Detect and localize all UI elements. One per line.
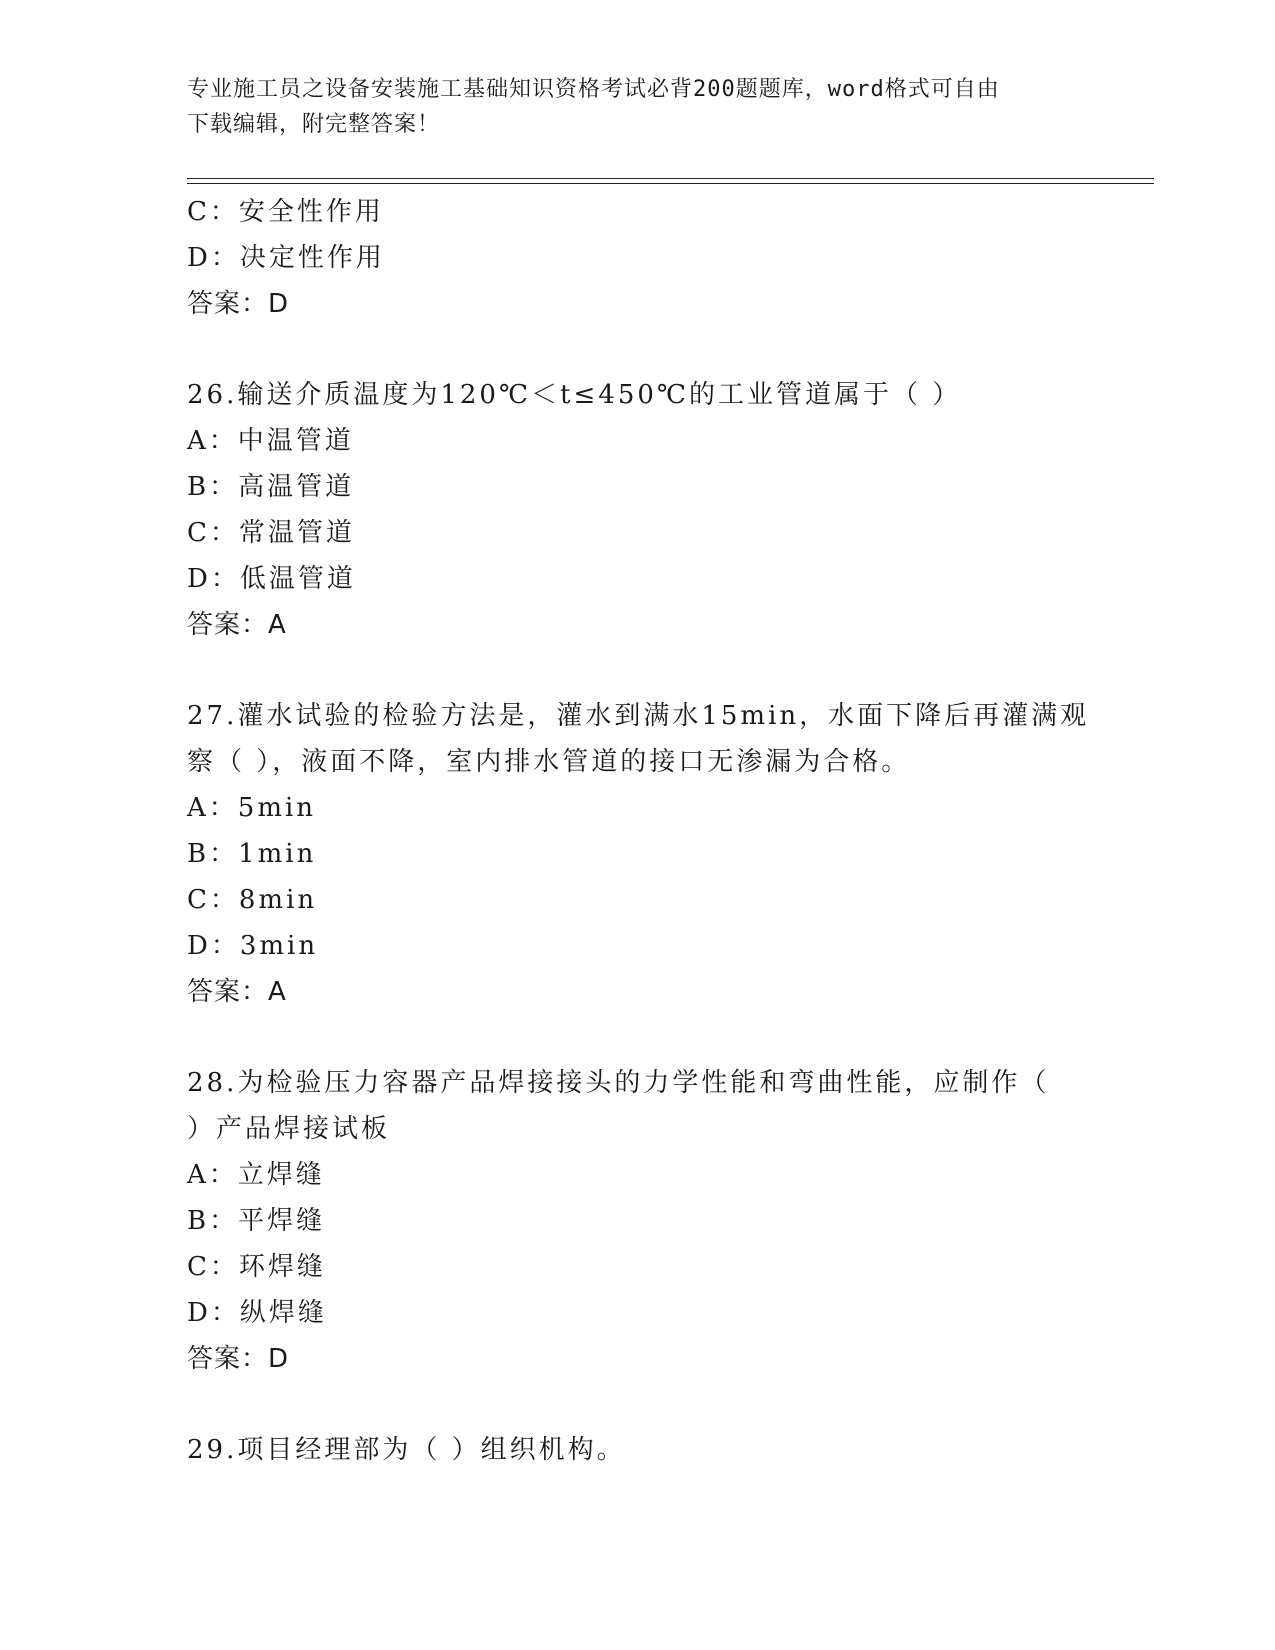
- header-line-2: 下载编辑，附完整答案！: [187, 112, 441, 137]
- q27-stem-line-2: 察（ ），液面不降，室内排水管道的接口无渗漏为合格。: [187, 747, 911, 777]
- q27-option-b: B：1min: [187, 839, 317, 869]
- header-divider-top: [187, 178, 1154, 179]
- document-body: [187, 189, 1090, 1473]
- q26-answer: 答案：A: [187, 610, 287, 640]
- spacer: [187, 648, 1087, 693]
- q28-stem-line-2: ）产品焊接试板: [187, 1114, 391, 1144]
- q28-option-d: D：纵焊缝: [187, 1298, 327, 1328]
- q26-stem: 26.输送介质温度为120℃＜t≤450℃的工业管道属于（ ）: [187, 380, 962, 410]
- q27-answer: 答案：A: [187, 977, 287, 1007]
- header-line-1: 专业施工员之设备安装施工基础知识资格考试必背200题题库，word格式可自由: [187, 77, 1000, 102]
- q28-stem-line-1: 28.为检验压力容器产品焊接接头的力学性能和弯曲性能，应制作（: [187, 1068, 1050, 1098]
- q27-option-a: A：5min: [187, 793, 317, 823]
- q27-option-c: C：8min: [187, 885, 318, 915]
- prev-option-c: C：安全性作用: [187, 197, 384, 227]
- spacer: [187, 1382, 1087, 1427]
- q28-option-c: C：环焊缝: [187, 1252, 326, 1282]
- q27-option-d: D：3min: [187, 931, 319, 961]
- spacer: [187, 1015, 1087, 1060]
- header-divider-bottom: [187, 183, 1154, 184]
- prev-answer: 答案：D: [187, 289, 290, 319]
- q28-answer: 答案：D: [187, 1344, 290, 1374]
- q28-option-a: A：立焊缝: [187, 1160, 325, 1190]
- q26-option-a: A：中温管道: [187, 426, 354, 456]
- q29-stem: 29.项目经理部为（ ）组织机构。: [187, 1435, 626, 1465]
- q27-stem-line-1: 27.灌水试验的检验方法是，灌水到满水15min，水面下降后再灌满观: [187, 701, 1090, 731]
- q26-option-b: B：高温管道: [187, 472, 355, 502]
- q28-option-b: B：平焊缝: [187, 1206, 326, 1236]
- q26-option-d: D：低温管道: [187, 564, 356, 594]
- spacer: [187, 327, 1087, 372]
- prev-option-d: D：决定性作用: [187, 243, 385, 273]
- document-header: [187, 72, 1087, 142]
- q26-option-c: C：常温管道: [187, 518, 355, 548]
